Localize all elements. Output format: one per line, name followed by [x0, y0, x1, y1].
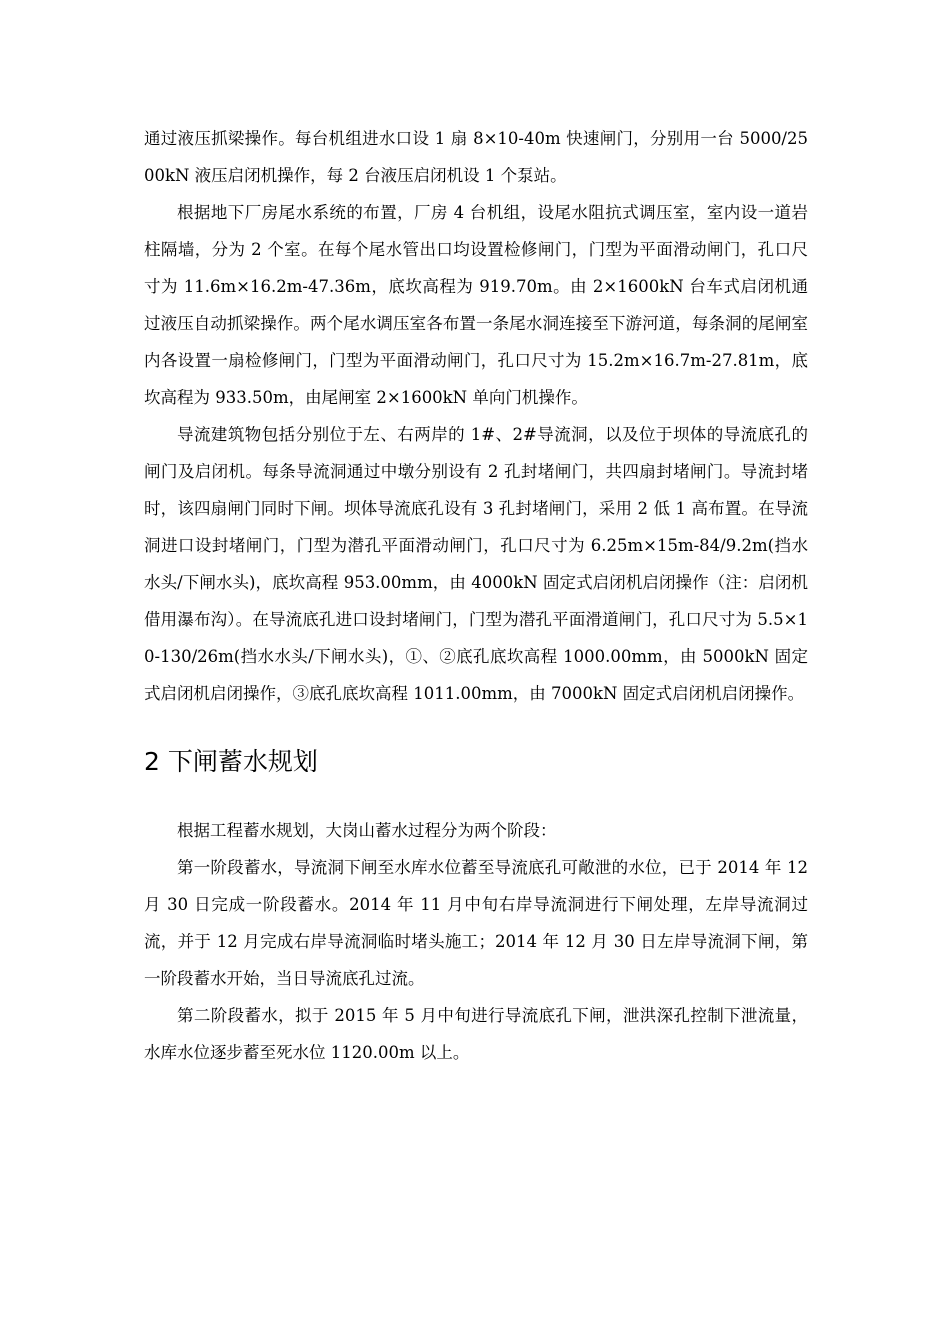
paragraph-stage-one: 第一阶段蓄水，导流洞下闸至水库水位蓄至导流底孔可敞泄的水位，已于 2014 年 12 月 30 日完成一阶段蓄水。2014 年 11 月中旬右岸导流洞进行下闸处理，左岸导流洞过流，并于 12 月完成右岸导流洞临时堵头施工；2014 年 12 月 30 日左岸导流洞下闸，第一阶段蓄水开始，当日导流底孔过流。: [144, 858, 808, 988]
paragraph-tailwater-system: 根据地下厂房尾水系统的布置，厂房 4 台机组，设尾水阻抗式调压室，室内设一道岩柱隔墙，分为 2 个室。在每个尾水管出口均设置检修闸门，门型为平面滑动闸门，孔口尺寸为 11.6m×16.2m-47.36m，底坎高程为 919.70m。由 2×1600kN 台车式启闭机通过液压自动抓梁操作。两个尾水调压室各布置一条尾水洞连接至下游河道，每条洞的尾闸室内各设置一扇检修闸门，门型为平面滑动闸门，孔口尺寸为 15.2m×16.7m-27.81m，底坎高程为 933.50m，由尾闸室 2×1600kN 单向门机操作。: [144, 203, 808, 407]
paragraph-diversion-structures: 导流建筑物包括分别位于左、右两岸的 1#、2#导流洞，以及位于坝体的导流底孔的闸门及启闭机。每条导流洞通过中墩分别设有 2 孔封堵闸门，共四扇封堵闸门。导流封堵时，该四扇闸门同时下闸。坝体导流底孔设有 3 孔封堵闸门，采用 2 低 1 高布置。在导流洞进口设封堵闸门，门型为潜孔平面滑动闸门，孔口尺寸为 6.25m×15m-84/9.2m(挡水水头/下闸水头)，底坎高程 953.00mm，由 4000kN 固定式启闭机启闭操作（注：启闭机借用瀑布沟）。在导流底孔进口设封堵闸门，门型为潜孔平面滑道闸门，孔口尺寸为 5.5×10-130/26m(挡水水头/下闸水头)，①、②底孔底坎高程 1000.00mm，由 5000kN 固定式启闭机启闭操作，③底孔底坎高程 1011.00mm，由 7000kN 固定式启闭机启闭操作。: [144, 425, 808, 703]
document-page: [144, 120, 808, 1071]
section-heading: 2 下闸蓄水规划: [144, 747, 318, 776]
paragraph-intake-gate: 通过液压抓梁操作。每台机组进水口设 1 扇 8×10-40m 快速闸门，分别用一台 5000/2500kN 液压启闭机操作，每 2 台液压启闭机设 1 个泵站。: [144, 129, 808, 185]
paragraph-stage-two: 第二阶段蓄水，拟于 2015 年 5 月中旬进行导流底孔下闸，泄洪深孔控制下泄流量，水库水位逐步蓄至死水位 1120.00m 以上。: [144, 1006, 808, 1062]
paragraph-impoundment-plan: 根据工程蓄水规划，大岗山蓄水过程分为两个阶段：: [177, 821, 557, 840]
